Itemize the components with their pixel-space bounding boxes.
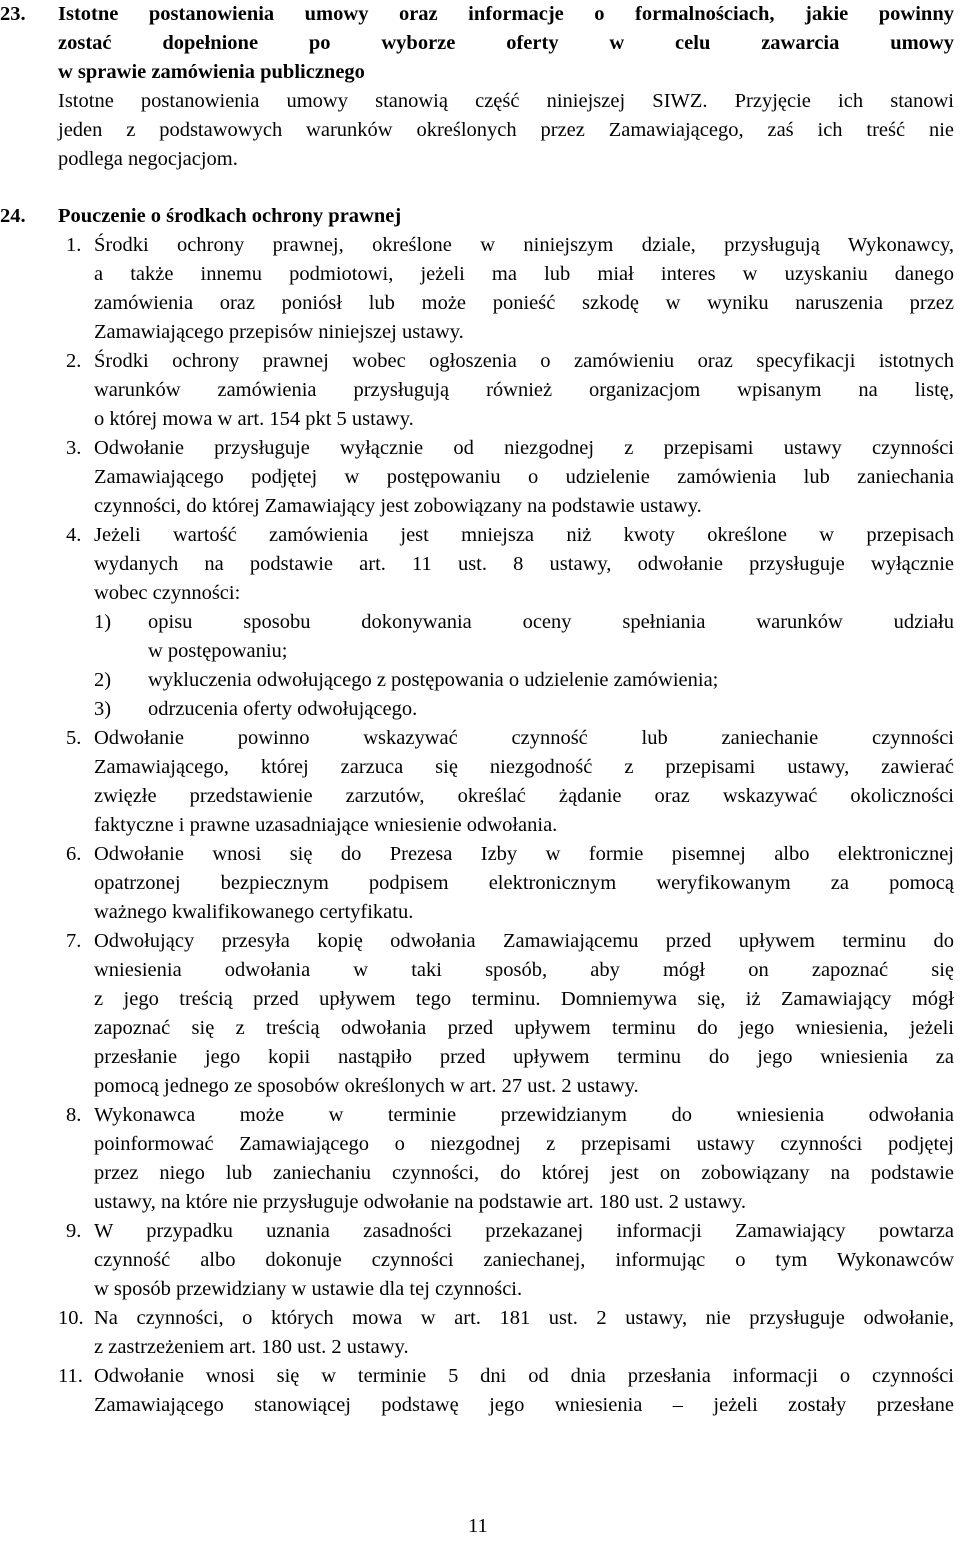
list-item-line: W przypadku uznania zasadności przekazanej informacji Zamawiający powtarza <box>94 1220 954 1242</box>
paragraph-line: podlega negocjacjom. <box>58 148 238 170</box>
sublist-item-line: wykluczenia odwołującego z postępowania o udzielenie zamówienia; <box>148 669 719 691</box>
list-item-line: przez niego lub zaniechaniu czynności, do której jest on zobowiązany na podstawie <box>94 1162 954 1184</box>
list-item-number: 3. <box>66 437 82 459</box>
list-item-line: w sposób przewidziany w ustawie dla tej czynności. <box>94 1278 523 1300</box>
list-item-line: z zastrzeżeniem art. 180 ust. 2 ustawy. <box>94 1336 409 1358</box>
sublist-item-number: 3) <box>94 698 112 720</box>
list-item-line: Wykonawca może w terminie przewidzianym do wniesienia odwołania <box>94 1104 954 1126</box>
list-item-number: 5. <box>66 727 82 749</box>
list-item-line: przesłanie jego kopii nastąpiło przed upływem terminu do jego wniesienia za <box>94 1046 954 1068</box>
list-item-line: Zamawiającego stanowiącej podstawę jego wniesienia – jeżeli zostały przesłane <box>94 1394 954 1416</box>
list-item-line: zwięzłe przedstawienie zarzutów, określać żądanie oraz wskazywać okoliczności <box>94 785 954 807</box>
sublist-item-line: opisu sposobu dokonywania oceny spełniania warunków udziału <box>148 611 954 633</box>
list-item-line: zapoznać się z treścią odwołania przed upływem terminu do jego wniesienia, jeżeli <box>94 1017 954 1039</box>
list-item-line: faktyczne i prawne uzasadniające wniesienie odwołania. <box>94 814 558 836</box>
list-item-line: Odwołanie wnosi się w terminie 5 dni od dnia przesłania informacji o czynności <box>94 1365 954 1387</box>
list-item-line: z jego treścią przed upływem tego terminu. Domniemywa się, iż Zamawiający mógł <box>94 988 954 1010</box>
section-number: 23. <box>0 3 26 25</box>
list-item-line: Zamawiającego podjętej w postępowaniu o udzielenie zamówienia lub zaniechania <box>94 466 954 488</box>
section-title-line: zostać dopełnione po wyborze oferty w celu zawarcia umowy <box>58 32 954 54</box>
list-item-line: czynność albo dokonuje czynności zaniechanej, informując o tym Wykonawców <box>94 1249 954 1271</box>
list-item-number: 10. <box>58 1307 84 1329</box>
section-number: 24. <box>0 205 26 227</box>
list-item-number: 4. <box>66 524 82 546</box>
list-item-line: Środki ochrony prawnej wobec ogłoszenia o zamówieniu oraz specyfikacji istotnych <box>94 350 954 372</box>
sublist-item-line: odrzucenia oferty odwołującego. <box>148 698 418 720</box>
list-item-line: wniesienia odwołania w taki sposób, aby mógł on zapoznać się <box>94 959 954 981</box>
list-item-number: 1. <box>66 234 82 256</box>
sublist-item-number: 2) <box>94 669 112 691</box>
list-item-line: czynności, do której Zamawiający jest zobowiązany na podstawie ustawy. <box>94 495 702 517</box>
list-item-line: ważnego kwalifikowanego certyfikatu. <box>94 901 414 923</box>
section-title-line: Istotne postanowienia umowy oraz informacje o formalnościach, jakie powinny <box>58 3 954 25</box>
list-item-number: 9. <box>66 1220 82 1242</box>
paragraph-line: Istotne postanowienia umowy stanowią część niniejszej SIWZ. Przyjęcie ich stanowi <box>58 90 954 112</box>
list-item-line: wydanych na podstawie art. 11 ust. 8 ustawy, odwołanie przysługuje wyłącznie <box>94 553 954 575</box>
list-item-number: 2. <box>66 350 82 372</box>
list-item-line: Zamawiającego, której zarzuca się niezgodność z przepisami ustawy, zawierać <box>94 756 954 778</box>
list-item-line: pomocą jednego ze sposobów określonych w art. 27 ust. 2 ustawy. <box>94 1075 639 1097</box>
list-item-number: 7. <box>66 930 82 952</box>
list-item-line: Odwołanie wnosi się do Prezesa Izby w formie pisemnej albo elektronicznej <box>94 843 954 865</box>
paragraph-line: jeden z podstawowych warunków określonych przez Zamawiającego, zaś ich treść nie <box>58 119 954 141</box>
list-item-line: Odwołanie powinno wskazywać czynność lub zaniechanie czynności <box>94 727 954 749</box>
list-item-line: Na czynności, o których mowa w art. 181 ust. 2 ustawy, nie przysługuje odwołanie, <box>94 1307 954 1329</box>
section-title: Pouczenie o środkach ochrony prawnej <box>58 205 402 227</box>
list-item-line: zamówienia oraz poniósł lub może ponieść szkodę w wyniku naruszenia przez <box>94 292 954 314</box>
list-item-number: 8. <box>66 1104 82 1126</box>
list-item-number: 6. <box>66 843 82 865</box>
list-item-line: a także innemu podmiotowi, jeżeli ma lub miał interes w uzyskaniu danego <box>94 263 954 285</box>
list-item-line: Odwołujący przesyła kopię odwołania Zamawiającemu przed upływem terminu do <box>94 930 954 952</box>
list-item-line: Odwołanie przysługuje wyłącznie od niezgodnej z przepisami ustawy czynności <box>94 437 954 459</box>
list-item-line: wobec czynności: <box>94 582 241 604</box>
list-item-line: Zamawiającego przepisów niniejszej ustawy. <box>94 321 464 343</box>
list-item-line: Środki ochrony prawnej, określone w niniejszym dziale, przysługują Wykonawcy, <box>94 234 954 256</box>
list-item-line: warunków zamówienia przysługują również organizacjom wpisanym na listę, <box>94 379 954 401</box>
sublist-item-line: w postępowaniu; <box>148 640 288 662</box>
list-item-line: poinformować Zamawiającego o niezgodnej z przepisami ustawy czynności podjętej <box>94 1133 954 1155</box>
section-title-line: w sprawie zamówienia publicznego <box>58 61 365 83</box>
page-number: 11 <box>468 1515 488 1537</box>
list-item-number: 11. <box>58 1365 83 1387</box>
list-item-line: Jeżeli wartość zamówienia jest mniejsza niż kwoty określone w przepisach <box>94 524 954 546</box>
list-item-line: ustawy, na które nie przysługuje odwołanie na podstawie art. 180 ust. 2 ustawy. <box>94 1191 747 1213</box>
list-item-line: o której mowa w art. 154 pkt 5 ustawy. <box>94 408 414 430</box>
list-item-line: opatrzonej bezpiecznym podpisem elektronicznym weryfikowanym za pomocą <box>94 872 954 894</box>
sublist-item-number: 1) <box>94 611 112 633</box>
